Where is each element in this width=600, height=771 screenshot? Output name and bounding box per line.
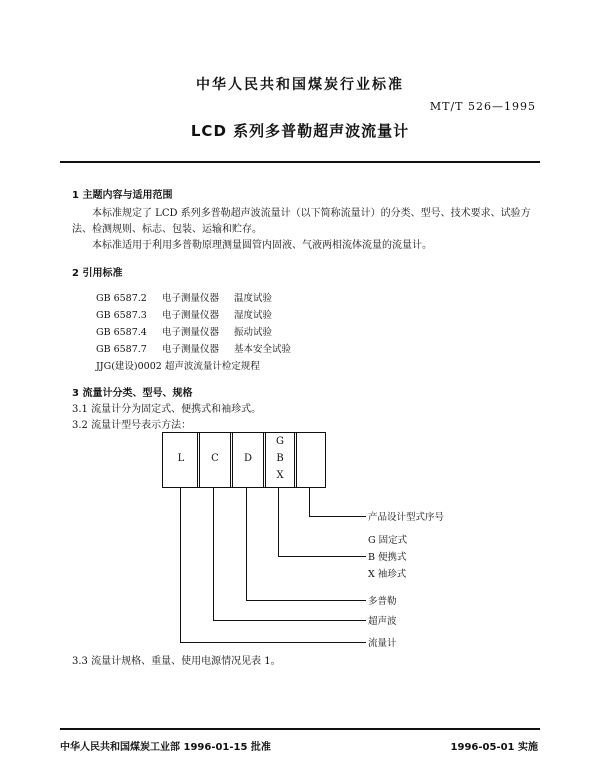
standard-code: MT/T 526—1995 [429, 100, 536, 113]
label-portable: B 便携式 [368, 552, 407, 563]
leader-serial-horizontal [309, 516, 366, 517]
reference-category: 电子测量仪器 [162, 293, 220, 304]
leader-serial-vertical [309, 487, 310, 517]
title-rule [60, 161, 540, 163]
reference-row [96, 324, 272, 338]
model-box-d: D [230, 432, 266, 488]
section-3-heading: 3 流量计分类、型号、规格 [72, 388, 193, 399]
label-flowmeter: 流量计 [368, 638, 397, 649]
reference-category: 电子测量仪器 [162, 327, 220, 338]
reference-name: 温度试验 [234, 293, 273, 304]
reference-name: 振动试验 [234, 327, 273, 338]
industry-standard-header: 中华人民共和国煤炭行业标准 [196, 77, 404, 93]
issuer-approval: 中华人民共和国煤炭工业部 1996-01-15 批准 [60, 742, 271, 753]
item-3-1: 3.1 流量计分为固定式、便携式和袖珍式。 [72, 404, 262, 415]
reference-code: GB 6587.4 [96, 327, 147, 338]
section-1-para-1-line-1: 本标准规定了 LCD 系列多普勒超声波流量计（以下简称流量计）的分类、型号、技术要求、试验方 [92, 208, 531, 219]
section-1-para-2: 本标准适用于利用多普勒原理测量圆管内固液、气液两相流体流量的流量计。 [92, 240, 432, 251]
leader-type-vertical [278, 487, 279, 557]
reference-row [96, 341, 291, 355]
model-box-type: G B X [263, 432, 297, 488]
leader-doppler-vertical [246, 487, 247, 601]
reference-name: 湿度试验 [234, 310, 273, 321]
leader-flowmeter-vertical [180, 487, 181, 643]
reference-category: 电子测量仪器 [162, 310, 220, 321]
label-ultrasonic: 超声波 [368, 616, 397, 627]
leader-ultrasonic-vertical [213, 487, 214, 621]
item-3-2: 3.2 流量计型号表示方法： [72, 420, 192, 431]
section-2-heading: 2 引用标准 [72, 268, 123, 279]
leader-doppler-horizontal [246, 600, 366, 601]
label-serial: 产品设计型式序号 [368, 512, 445, 523]
reference-code: GB 6587.2 [96, 293, 147, 304]
reference-code: GB 6587.3 [96, 310, 147, 321]
reference-name: 基本安全试验 [234, 344, 292, 355]
reference-row [96, 290, 272, 304]
reference-category: 电子测量仪器 [162, 344, 220, 355]
footer-rule [60, 728, 540, 730]
label-fixed: G 固定式 [368, 535, 408, 546]
model-box-l: L [162, 432, 200, 488]
effective-date: 1996-05-01 实施 [450, 742, 538, 753]
leader-ultrasonic-horizontal [213, 620, 366, 621]
reference-row [96, 307, 272, 321]
item-3-3: 3.3 流量计规格、重量、使用电源情况见表 1。 [72, 656, 281, 667]
label-doppler: 多普勒 [368, 596, 397, 607]
leader-flowmeter-horizontal [180, 642, 366, 643]
section-1-heading: 1 主题内容与适用范围 [72, 190, 173, 201]
label-pocket: X 袖珍式 [368, 569, 407, 580]
model-box-serial [294, 432, 326, 488]
reference-row-jjg: JJG(建设)0002 超声波流量计检定规程 [96, 361, 260, 372]
document-title: LCD 系列多普勒超声波流量计 [190, 122, 410, 140]
model-box-c: C [197, 432, 233, 488]
section-1-para-1-line-2: 法、检测规则、标志、包装、运输和贮存。 [72, 224, 262, 235]
reference-code: GB 6587.7 [96, 344, 147, 355]
leader-type-horizontal [278, 556, 366, 557]
